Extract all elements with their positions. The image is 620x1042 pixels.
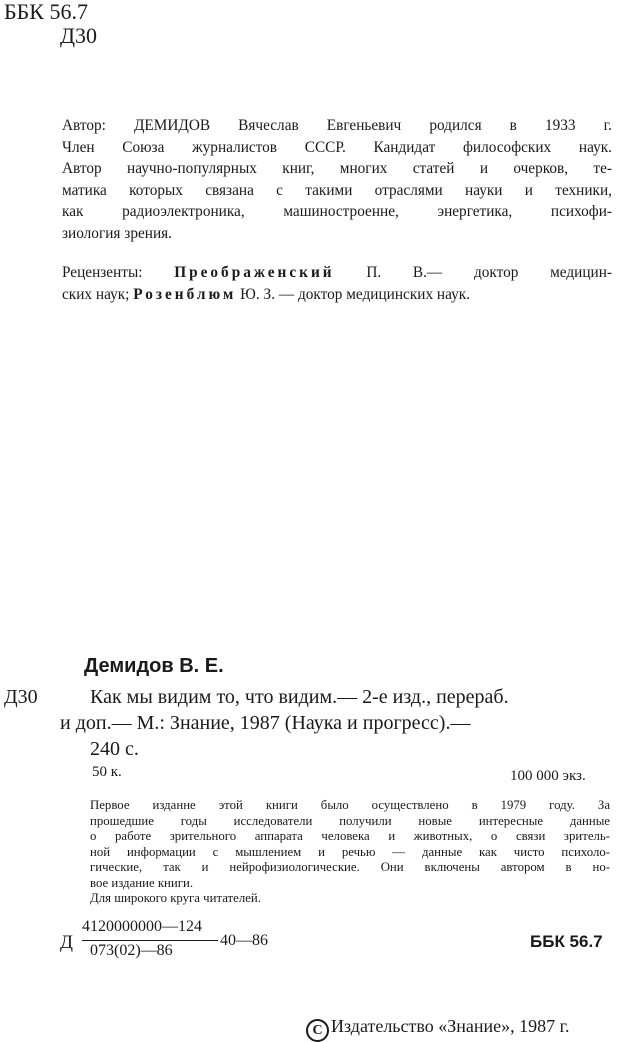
price: 50 к. [92, 764, 122, 780]
author-mark-top: Д30 [60, 23, 98, 48]
annotation-line-2: прошедшие годы исследователи получили новые интересные данные [90, 813, 610, 828]
reviewers-line-1 [62, 262, 612, 284]
reviewer-2-name: Розенблюм [133, 286, 237, 303]
author-note-line-5: как радиоэлектроника, машиностроенне, энергетика, психофи- [62, 203, 612, 220]
annotation-line-1: Первое изданне этой книги было осуществлено в 1979 году. За [90, 798, 610, 812]
record-author-mark: Д30 [4, 686, 38, 708]
annotation-line-5: гические, так и нейрофизиологические. Они включены автором в но- [90, 860, 610, 874]
print-run: 100 000 экз. [510, 768, 586, 784]
copyright-line [306, 1016, 570, 1042]
reviewer-2-title: Ю. З. — доктор медицинских наук. [236, 286, 471, 303]
catalog-code-fraction-bar [82, 940, 218, 941]
bbk-index-bottom: ББК 56.7 [530, 932, 603, 951]
author-note-line-1: Автор: ДЕМИДОВ Вячеслав Евгеньевич родился в 1933 г. [62, 117, 612, 134]
catalog-code-letter: Д [60, 932, 73, 953]
record-title-line-3: 240 с. [90, 738, 139, 760]
reviewer-1-title-cont: ских наук; [62, 286, 134, 303]
reviewers-label: Рецензенты: [62, 264, 175, 281]
record-title-line-2: и доп.— М.: Знание, 1987 (Наука и прогресс).— [60, 712, 471, 734]
bbk-index-top: ББК 56.7 [4, 0, 88, 24]
annotation-line-6: вое издание книги. [90, 875, 194, 890]
reviewers-line-2 [62, 284, 612, 306]
catalog-code-tail: 40—86 [220, 932, 268, 949]
catalog-code-denominator: 073(02)—86 [90, 942, 173, 959]
catalog-code-numerator: 4120000000—124 [82, 918, 202, 935]
reviewer-1-name: Преображенский [174, 264, 335, 281]
author-note [62, 115, 612, 244]
annotation-line-4: ной информации с мышлением и речью — данные как чисто психоло- [90, 844, 610, 859]
author-note-line-6: зиология зрения. [62, 224, 172, 242]
copyright-text: Издательство «Знание», 1987 г. [331, 1016, 570, 1036]
record-title-line-1: Как мы видим то, что видим.— 2-е изд., перераб. [90, 686, 509, 708]
author-note-line-3: Автор научно-популярных книг, многих статей и очерков, те- [62, 160, 612, 177]
author-note-line-2: Член Союза журналистов СССР. Кандидат философских наук. [62, 138, 612, 156]
annotation-line-7: Для широкого круга читателей. [90, 891, 261, 905]
reviewer-1-title: П. В.— доктор медицин- [334, 264, 613, 281]
record-author: Демидов В. Е. [84, 655, 224, 677]
annotation [90, 798, 610, 907]
reviewers-note [62, 262, 612, 306]
copyright-icon: C [306, 1019, 329, 1042]
annotation-line-3: о работе зрительного аппарата человека и животных, о связи зритель- [90, 829, 610, 843]
record-title-block [60, 684, 610, 762]
author-note-line-4: матика которых связана с такими отраслями науки и техники, [62, 181, 612, 199]
